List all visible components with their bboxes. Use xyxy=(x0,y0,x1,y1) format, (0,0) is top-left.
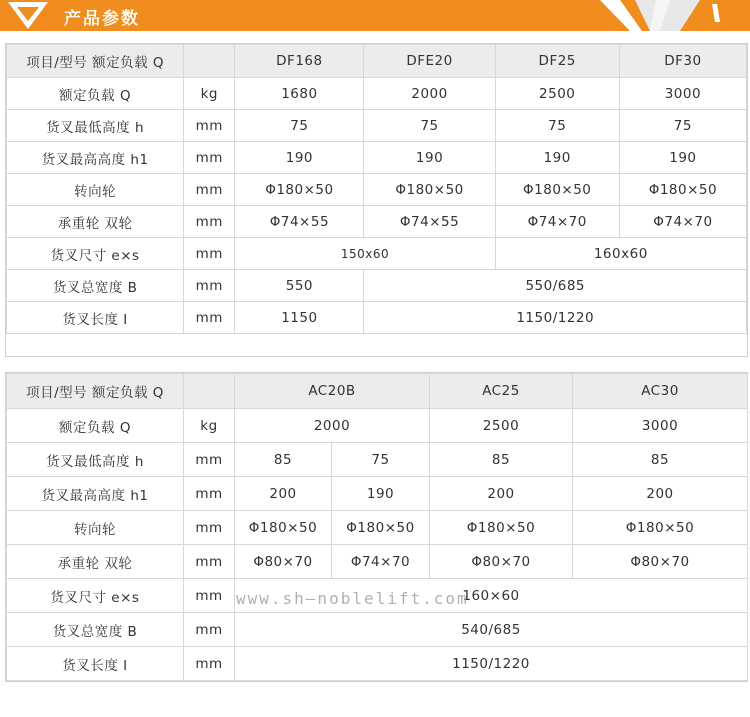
header-model: DFE20 xyxy=(364,45,495,78)
header-unit xyxy=(184,45,235,78)
table-row xyxy=(7,477,748,511)
table-cell: 75 xyxy=(364,110,495,142)
header-model: AC25 xyxy=(430,374,573,409)
table-cell: 1150/1220 xyxy=(364,302,747,334)
table-cell: Φ74×70 xyxy=(495,206,619,238)
table-cell: 75 xyxy=(332,443,430,477)
table-footer-spacer xyxy=(6,334,747,356)
row-label: 货叉最低高度 h xyxy=(7,443,184,477)
table-cell: Φ80×70 xyxy=(235,545,332,579)
row-label: 货叉最高高度 h1 xyxy=(7,477,184,511)
row-unit: mm xyxy=(184,511,235,545)
table-cell: 85 xyxy=(573,443,748,477)
spec-table-df xyxy=(5,43,748,357)
table-cell: 3000 xyxy=(573,409,748,443)
table-row xyxy=(7,110,747,142)
table-cell: 2000 xyxy=(364,78,495,110)
table-row xyxy=(7,647,748,681)
row-unit: mm xyxy=(184,206,235,238)
table-cell: 2000 xyxy=(235,409,430,443)
row-label: 转向轮 xyxy=(7,511,184,545)
table-row xyxy=(7,174,747,206)
banner-decoration-icon xyxy=(580,0,750,31)
table-cell: 200 xyxy=(430,477,573,511)
row-unit: kg xyxy=(184,78,235,110)
table-cell: 540/685 xyxy=(235,613,748,647)
header-unit xyxy=(184,374,235,409)
table-cell: 200 xyxy=(573,477,748,511)
row-unit: mm xyxy=(184,270,235,302)
table-cell: 160x60 xyxy=(495,238,746,270)
table-row xyxy=(7,443,748,477)
table-cell: 1680 xyxy=(235,78,364,110)
table-cell: 150x60 xyxy=(235,238,495,270)
table-cell: Φ74×70 xyxy=(332,545,430,579)
row-label: 货叉长度 I xyxy=(7,647,184,681)
table-header-row xyxy=(7,374,748,409)
watermark-text: www.sh—noblelift.com xyxy=(236,589,469,608)
table-cell: Φ80×70 xyxy=(573,545,748,579)
table-cell: Φ74×70 xyxy=(619,206,746,238)
header-item-model: 项目/型号 额定负载 Q xyxy=(7,374,184,409)
table-cell: 85 xyxy=(235,443,332,477)
table-row xyxy=(7,78,747,110)
row-unit: mm xyxy=(184,110,235,142)
row-unit: mm xyxy=(184,174,235,206)
table-cell: Φ74×55 xyxy=(235,206,364,238)
row-label: 承重轮 双轮 xyxy=(7,545,184,579)
table-cell: 2500 xyxy=(495,78,619,110)
table-cell: 200 xyxy=(235,477,332,511)
table-cell: Φ180×50 xyxy=(619,174,746,206)
table-cell: 550 xyxy=(235,270,364,302)
table-cell: 75 xyxy=(619,110,746,142)
table-row xyxy=(7,270,747,302)
row-unit: mm xyxy=(184,579,235,613)
table-cell: Φ180×50 xyxy=(235,511,332,545)
table-cell: Φ180×50 xyxy=(573,511,748,545)
table-cell: 190 xyxy=(495,142,619,174)
header-model: AC20B xyxy=(235,374,430,409)
row-label: 货叉最高高度 h1 xyxy=(7,142,184,174)
table-header-row xyxy=(7,45,747,78)
row-label: 货叉总宽度 B xyxy=(7,270,184,302)
row-unit: mm xyxy=(184,443,235,477)
table-row xyxy=(7,302,747,334)
table-cell: 190 xyxy=(364,142,495,174)
table-cell: Φ180×50 xyxy=(430,511,573,545)
row-unit: mm xyxy=(184,647,235,681)
table-cell: 85 xyxy=(430,443,573,477)
table-cell: Φ180×50 xyxy=(495,174,619,206)
row-unit: mm xyxy=(184,545,235,579)
row-label: 货叉长度 I xyxy=(7,302,184,334)
row-label: 货叉尺寸 e×s xyxy=(7,579,184,613)
table-cell: Φ180×50 xyxy=(235,174,364,206)
table-cell: 1150 xyxy=(235,302,364,334)
table-cell: Φ74×55 xyxy=(364,206,495,238)
table-row xyxy=(7,206,747,238)
row-unit: kg xyxy=(184,409,235,443)
table-row xyxy=(7,409,748,443)
spec-table-ac xyxy=(5,372,748,682)
table-row xyxy=(7,142,747,174)
table-cell: 190 xyxy=(332,477,430,511)
row-label: 货叉最低高度 h xyxy=(7,110,184,142)
table-cell: 190 xyxy=(619,142,746,174)
banner-title: 产品参数 xyxy=(64,9,140,29)
row-label: 货叉总宽度 B xyxy=(7,613,184,647)
header-item-model: 项目/型号 额定负载 Q xyxy=(7,45,184,78)
table-row xyxy=(7,545,748,579)
header-model: AC30 xyxy=(573,374,748,409)
table-cell: 3000 xyxy=(619,78,746,110)
row-label: 转向轮 xyxy=(7,174,184,206)
row-unit: mm xyxy=(184,477,235,511)
table-row xyxy=(7,613,748,647)
row-label: 承重轮 双轮 xyxy=(7,206,184,238)
row-label: 额定负载 Q xyxy=(7,409,184,443)
table-cell: 2500 xyxy=(430,409,573,443)
section-banner xyxy=(0,0,750,31)
row-unit: mm xyxy=(184,613,235,647)
table-cell: 75 xyxy=(495,110,619,142)
table-cell: Φ80×70 xyxy=(430,545,573,579)
row-label: 货叉尺寸 e×s xyxy=(7,238,184,270)
table-cell: 160×60 xyxy=(235,579,748,613)
row-unit: mm xyxy=(184,302,235,334)
table-cell: Φ180×50 xyxy=(364,174,495,206)
header-model: DF25 xyxy=(495,45,619,78)
table-cell: Φ180×50 xyxy=(332,511,430,545)
table-cell: 550/685 xyxy=(364,270,747,302)
row-label: 额定负载 Q xyxy=(7,78,184,110)
table-cell: 1150/1220 xyxy=(235,647,748,681)
table-cell: 190 xyxy=(235,142,364,174)
table-cell: 75 xyxy=(235,110,364,142)
table-row xyxy=(7,238,747,270)
row-unit: mm xyxy=(184,238,235,270)
header-model: DF30 xyxy=(619,45,746,78)
row-unit: mm xyxy=(184,142,235,174)
table-row xyxy=(7,511,748,545)
header-model: DF168 xyxy=(235,45,364,78)
brand-logo-icon xyxy=(8,2,48,29)
